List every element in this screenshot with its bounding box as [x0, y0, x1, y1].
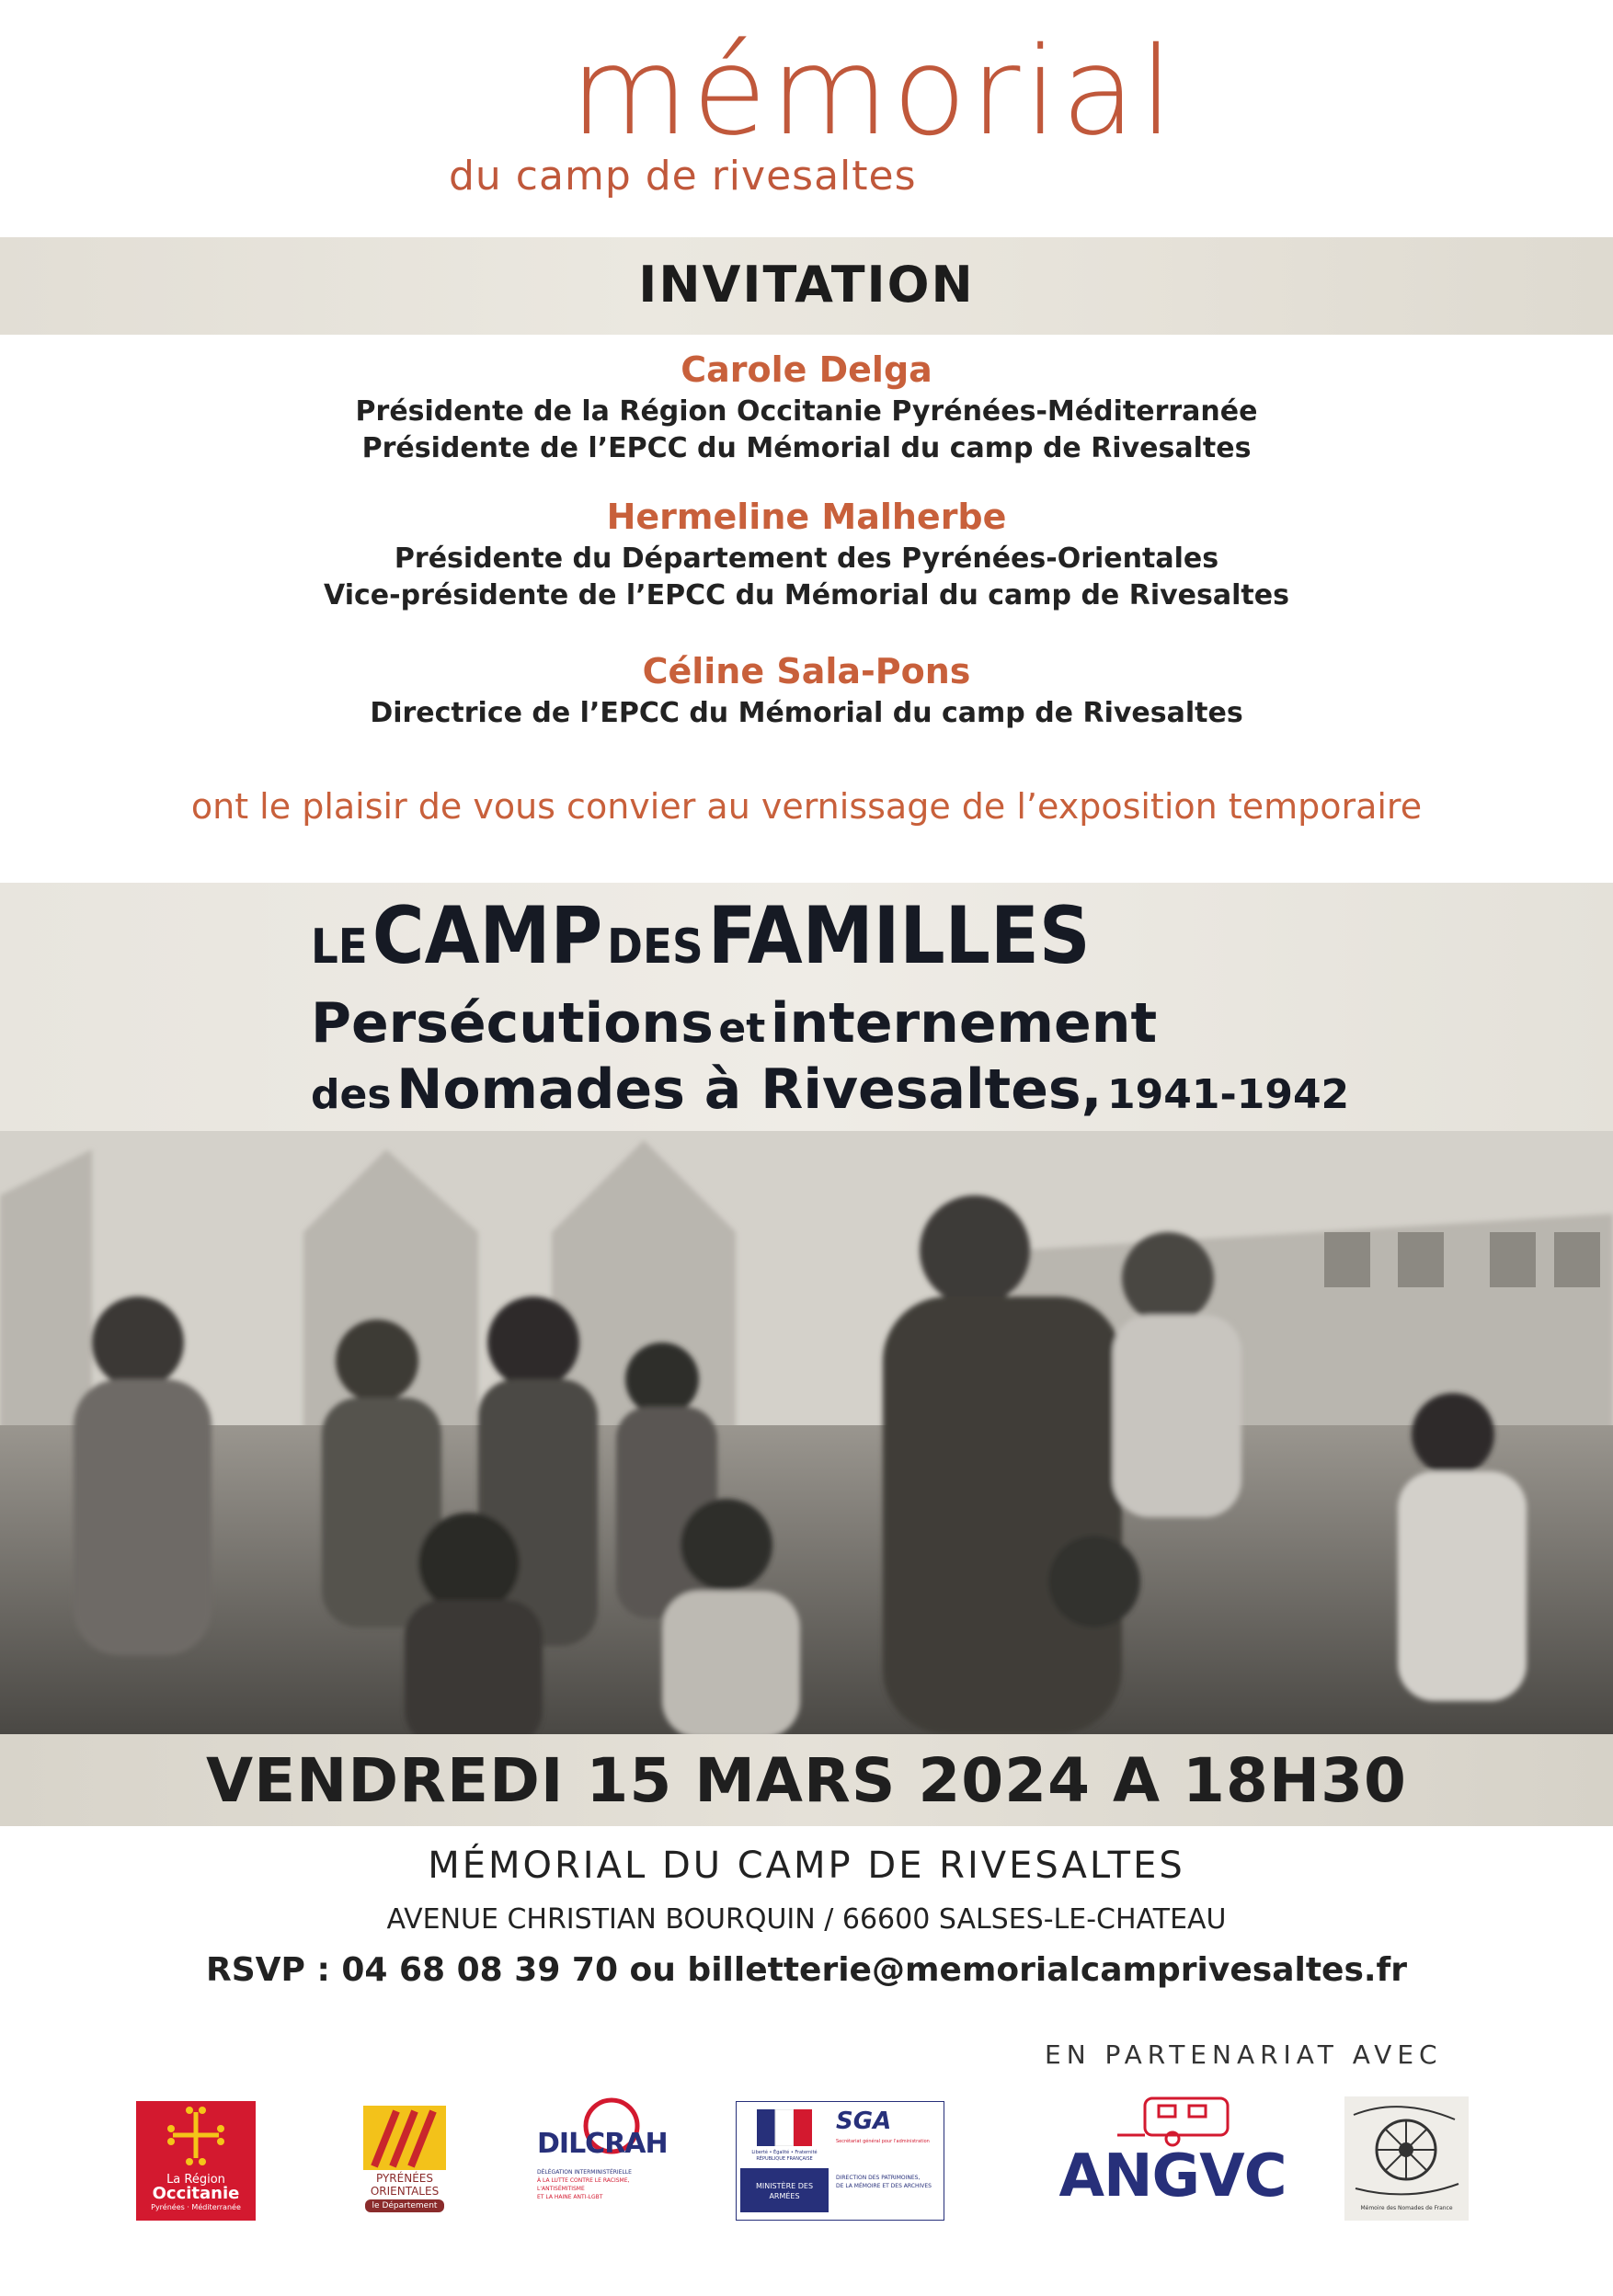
armees-left1: Liberté • Égalité • Fraternité [751, 2150, 818, 2155]
host-role-3a: Directrice de l’EPCC du Mémorial du camp de Rivesaltes [370, 697, 1243, 729]
ministere-armees-logo [736, 2101, 944, 2221]
exhibition-title-line1 [311, 890, 1414, 982]
armees-left3: MINISTÈRE DES ARMÉES [740, 2168, 829, 2212]
title-word-des: DES [607, 920, 704, 975]
pyrenees-orientales-logo [363, 2106, 446, 2221]
partners-label: EN PARTENARIAT AVEC [1045, 2039, 1443, 2070]
invite-line: ont le plaisir de vous convier au vernissage de l’exposition temporaire [190, 786, 1423, 827]
title-word-years: 1941-1942 [1106, 1071, 1350, 1118]
title-word-internement: internement [770, 991, 1158, 1056]
angvc-logo [1044, 2087, 1301, 2225]
pyrenees-line3: le Département [365, 2199, 444, 2212]
title-word-camp: CAMP [372, 890, 603, 982]
dilcrah-caption3: ET LA HAINE ANTI-LGBT [537, 2194, 603, 2200]
pyrenees-line2: ORIENTALES [370, 2185, 440, 2198]
memorial-logo-word: mémorial [570, 21, 1177, 163]
catalan-stripes-icon [363, 2106, 446, 2170]
title-word-le: LE [311, 920, 368, 975]
host-name-1: Carole Delga [681, 349, 932, 390]
occitanie-logo [136, 2101, 256, 2221]
sga-sub: Secrétariat général pour l'administration [836, 2139, 930, 2144]
venue-name: MÉMORIAL DU CAMP DE RIVESALTES [428, 1845, 1185, 1887]
armees-left2: RÉPUBLIQUE FRANÇAISE [756, 2156, 813, 2162]
nomades-memory-logo [1344, 2096, 1469, 2221]
host-role-2a: Présidente du Département des Pyrénées-Orientales [394, 543, 1219, 575]
title-word-des-2: des [311, 1071, 392, 1118]
invitation-title: INVITATION [638, 256, 975, 314]
nomades-caption: Mémoire des Nomades de France [1360, 2205, 1453, 2211]
host-role-2b: Vice-présidente de l’EPCC du Mémorial du camp de Rivesaltes [324, 579, 1289, 611]
historical-photo [0, 1131, 1613, 1734]
host-name-3: Céline Sala-Pons [642, 651, 971, 691]
sga-mark: SGA [836, 2108, 892, 2135]
title-word-familles: FAMILLES [707, 890, 1091, 982]
exhibition-title-line3 [311, 1057, 1414, 1122]
marianne-icon [757, 2109, 812, 2146]
dilcrah-caption2: À LA LUTTE CONTRE LE RACISME, L'ANTISÉMITISME [537, 2177, 630, 2192]
wheel-illustration-icon [1344, 2096, 1469, 2202]
memorial-logo-subtitle: du camp de rivesaltes [449, 153, 917, 200]
angvc-name: ANGVC [1058, 2142, 1287, 2210]
host-name-2: Hermeline Malherbe [606, 497, 1007, 537]
host-role-1b: Présidente de l’EPCC du Mémorial du camp de Rivesaltes [361, 432, 1252, 464]
occitanie-line1: La Région [166, 2173, 225, 2187]
dilcrah-logo [533, 2096, 668, 2225]
title-word-persecutions: Persécutions [311, 991, 714, 1056]
dilcrah-mark: DILCRAH [537, 2128, 668, 2160]
event-date: VENDREDI 15 MARS 2024 A 18H30 [206, 1745, 1407, 1816]
title-word-et: et [718, 1005, 766, 1052]
armees-right1: DIRECTION DES PATRIMOINES, [836, 2175, 921, 2181]
occitan-cross-icon [136, 2101, 256, 2175]
host-role-1a: Présidente de la Région Occitanie Pyrénées-Méditerranée [355, 395, 1258, 428]
venue-address: AVENUE CHRISTIAN BOURQUIN / 66600 SALSES-LE-CHATEAU [386, 1903, 1227, 1936]
camp-families-photo-illustration [0, 1131, 1613, 1734]
title-word-nomades: Nomades à Rivesaltes, [396, 1057, 1103, 1122]
armees-right2: DE LA MÉMOIRE ET DES ARCHIVES [836, 2183, 932, 2189]
occitanie-line2: Occitanie [152, 2184, 240, 2203]
pyrenees-line1: PYRÉNÉES [376, 2172, 433, 2185]
exhibition-title-line2 [311, 991, 1414, 1056]
occitanie-line3: Pyrénées · Méditerranée [151, 2203, 241, 2211]
dilcrah-caption1: DÉLÉGATION INTERMINISTÉRIELLE [537, 2169, 632, 2176]
rsvp-line: RSVP : 04 68 08 39 70 ou billetterie@memorialcamprivesaltes.fr [206, 1951, 1407, 1989]
